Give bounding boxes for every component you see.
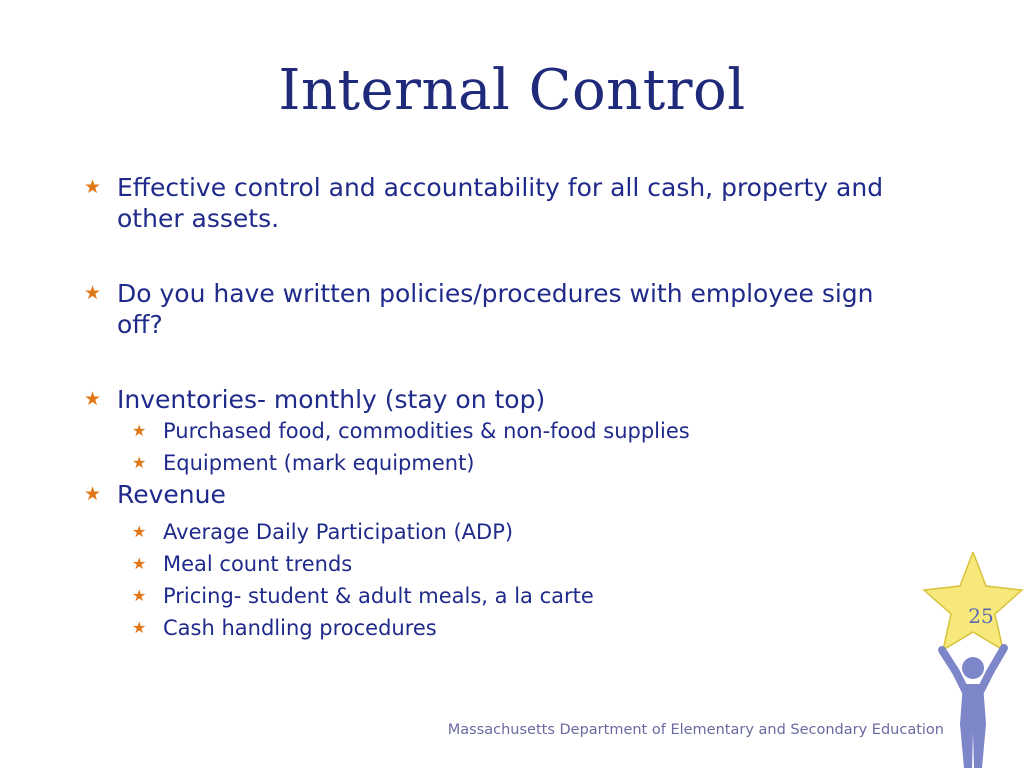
sub-bullet-item xyxy=(84,516,914,548)
sub-bullet-text: Purchased food, commodities & non-food supplies xyxy=(163,419,690,443)
bullet-item xyxy=(84,278,914,340)
star-bullet-icon: ★ xyxy=(84,388,102,410)
bullet-item xyxy=(84,172,914,234)
footer-text: Massachusetts Department of Elementary and Secondary Education xyxy=(447,722,944,738)
bullet-list xyxy=(84,172,914,644)
mascot-figure-body-icon xyxy=(960,684,986,768)
bullet-item xyxy=(84,384,914,415)
star-bullet-icon: ★ xyxy=(132,522,147,541)
sub-bullet-text: Average Daily Participation (ADP) xyxy=(163,520,514,544)
sub-bullet-item xyxy=(84,447,914,479)
bullet-item xyxy=(84,479,914,510)
sub-bullet-item xyxy=(84,548,914,580)
mascot-star-icon xyxy=(924,552,1022,650)
bullet-text: Do you have written policies/procedures with employee sign off? xyxy=(117,279,874,339)
bullet-text: Revenue xyxy=(117,480,226,509)
star-figure-icon xyxy=(918,552,1024,768)
sub-bullet-text: Cash handling procedures xyxy=(163,616,437,640)
sub-bullet-text: Equipment (mark equipment) xyxy=(163,451,475,475)
sub-bullet-item xyxy=(84,580,914,612)
sub-bullet-item xyxy=(84,415,914,447)
bullet-text: Effective control and accountability for all cash, property and other assets. xyxy=(117,173,884,233)
star-bullet-icon: ★ xyxy=(132,453,147,472)
star-bullet-icon: ★ xyxy=(84,483,102,505)
star-bullet-icon: ★ xyxy=(132,586,147,605)
slide-title: Internal Control xyxy=(278,58,746,123)
sub-bullet-text: Pricing- student & adult meals, a la carte xyxy=(163,584,594,608)
star-bullet-icon: ★ xyxy=(132,618,147,637)
mascot-figure-head-icon xyxy=(962,657,984,679)
star-bullet-icon: ★ xyxy=(132,421,147,440)
sub-bullet-item xyxy=(84,612,914,644)
bullet-text: Inventories- monthly (stay on top) xyxy=(117,385,546,414)
star-bullet-icon: ★ xyxy=(132,554,147,573)
star-bullet-icon: ★ xyxy=(84,176,102,198)
page-number: 25 xyxy=(968,604,994,628)
star-bullet-icon: ★ xyxy=(84,282,102,304)
sub-bullet-text: Meal count trends xyxy=(163,552,353,576)
